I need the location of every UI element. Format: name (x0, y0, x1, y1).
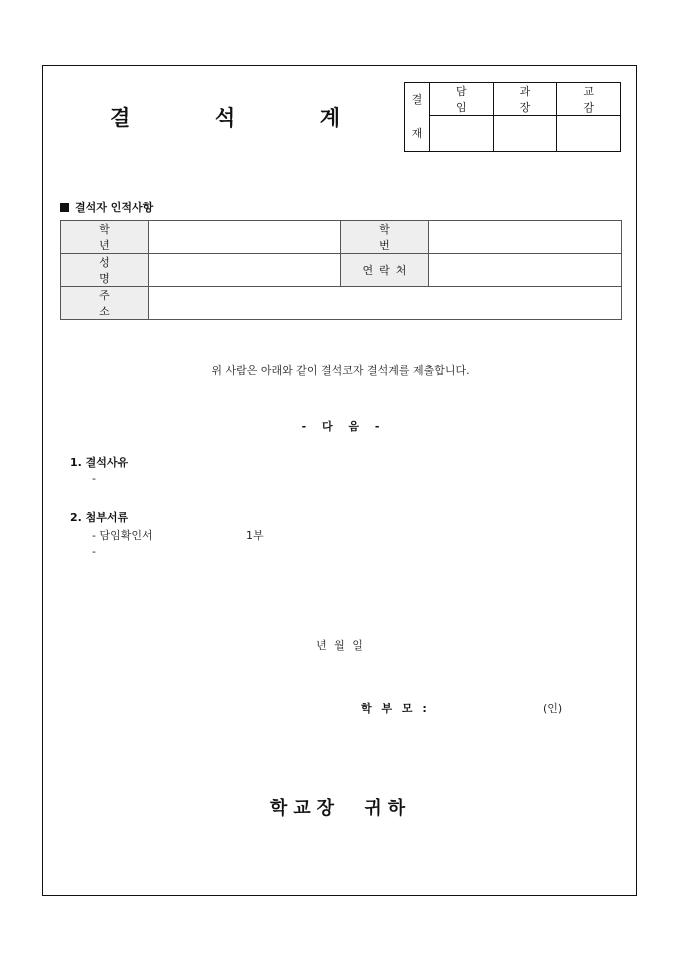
approval-role-vice-principal: 교감 (557, 83, 621, 116)
address-label: 주소 (61, 287, 149, 320)
addressee-closing: 학교장 귀하 (269, 798, 412, 819)
contact-field[interactable] (429, 254, 622, 287)
date-line[interactable]: 년 월 일 (316, 639, 365, 652)
approval-role-section-chief: 과장 (493, 83, 557, 116)
grade-label: 학년 (61, 221, 149, 254)
title-char: 계 (319, 106, 340, 130)
address-field[interactable] (149, 287, 622, 320)
personal-info-table (60, 220, 622, 320)
name-field[interactable] (149, 254, 341, 287)
contact-label: 연락처 (341, 254, 429, 287)
document-title (110, 102, 340, 132)
submission-statement: 위 사람은 아래와 같이 결석코자 결석계를 제출합니다. (211, 364, 470, 377)
attachment-quantity: 1부 (246, 529, 264, 542)
title-char: 결 (110, 106, 131, 130)
document-frame (42, 65, 637, 896)
student-number-field[interactable] (429, 221, 622, 254)
signature-box-homeroom[interactable] (430, 116, 494, 152)
section-heading: 결석자 인적사항 (60, 199, 153, 215)
approval-label: 결 재 (405, 83, 430, 152)
attachment-line[interactable]: - (92, 545, 96, 558)
seal-mark: (인) (543, 702, 563, 715)
approval-role-homeroom: 담임 (430, 83, 494, 116)
grade-field[interactable] (149, 221, 341, 254)
approval-table (404, 82, 621, 152)
signature-box-section-chief[interactable] (493, 116, 557, 152)
parent-signature-label: 학 부 모 : (361, 702, 430, 715)
student-number-label: 학번 (341, 221, 429, 254)
attachments-title: 2. 첨부서류 (70, 511, 129, 524)
signature-box-vice-principal[interactable] (557, 116, 621, 152)
reason-line[interactable]: - (92, 472, 96, 485)
reason-title: 1. 결석사유 (70, 456, 129, 469)
title-char: 석 (214, 106, 236, 130)
next-heading: - 다 음 - (301, 420, 380, 433)
name-label: 성명 (61, 254, 149, 287)
attachment-line: - 담임확인서 (92, 529, 153, 542)
square-bullet-icon (60, 203, 69, 212)
